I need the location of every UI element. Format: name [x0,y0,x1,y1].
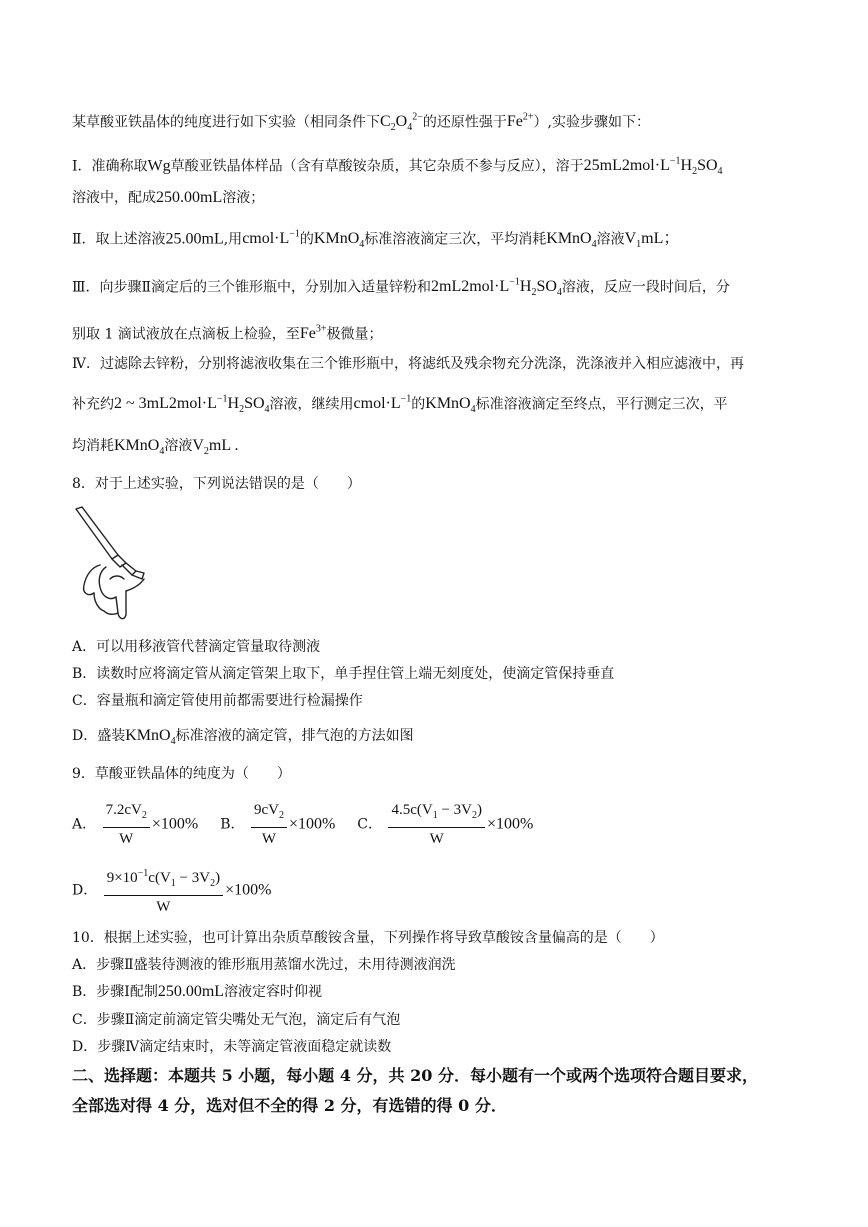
q8-option-c: C．容量瓶和滴定管使用前都需要进行检漏操作 [72,693,363,709]
oxalate-formula: $C_2O_4^{2-}$ [380,112,423,134]
q10-option-b: B．步骤Ⅰ配制250.00mL溶液定容时仰视 [72,983,323,1000]
q9-option-c: C． $\frac{4.5c(V_1 - 3V_2)}{W}$ ×100% [357,801,534,847]
step1-line2: 溶液中，配成250.00mL溶液； [72,189,265,206]
step3-line2: 别取 1 滴试液放在点滴板上检验，至$Fe^{3+}$极微量； [72,324,383,343]
intro-text-3: ）,实验步骤如下： [533,114,650,131]
q9-options-row1 [72,800,533,848]
section2-heading-line2: 全部选对得 4 分，选对但不全的得 2 分，有选错的得 0 分． [72,1096,507,1115]
intro-line [72,108,650,139]
intro-text: 某草酸亚铁晶体的纯度进行如下实验（相同条件下 [72,114,380,131]
step4-line1: Ⅳ．过滤除去锌粉，分别将滤液收集在三个锥形瓶中，将滤纸及残余物充分洗涤，洗涤液并入相应滤液中，再 [72,356,744,372]
q9-stem: 9．草酸亚铁晶体的纯度为（ ） [72,766,291,782]
q10-option-a: A．步骤Ⅱ盛装待测液的锥形瓶用蒸馏水洗过，未用待测液润洗 [72,957,456,973]
q9-option-a: A． $\frac{7.2cV_2}{W}$ ×100% [72,801,199,847]
step2-line: Ⅱ．取上述溶液25.00mL,用$cmol\cdot L^{-1}$的KMnO$_4$标准溶液滴定三次，平均消耗KMnO$_4$溶液$V_1mL$； [72,229,680,251]
step1-line1: Ⅰ．准确称取Wg草酸亚铁晶体样品（含有草酸铵杂质，其它杂质不参与反应），溶于$25mL2mol\cdot L^{-1}H_2SO_4$ [72,156,723,178]
q10-option-d: D．步骤Ⅳ滴定结束时，未等滴定管液面稳定就读数 [72,1039,392,1055]
intro-text-2: 的还原性强于 [422,114,507,131]
q9-option-b: B． $\frac{9cV_2}{W}$ ×100% [220,801,336,847]
fe2-formula: $Fe^{2+}$ [506,112,534,131]
q9-option-d: D． $\frac{9\times 10^{-1}c(V_1 - 3V_2)}{W}$ ×100% [72,864,271,917]
q9-options-row2 [72,866,271,914]
q10-stem: 10．根据上述实验，也可计算出杂质草酸铵含量，下列操作将导致草酸铵含量偏高的是（ ） [72,930,664,946]
q10-option-c: C．步骤Ⅱ滴定前滴定管尖嘴处无气泡，滴定后有气泡 [72,1012,401,1028]
step4-line3: 均消耗KMnO$_4$溶液$V_2mL$ . [72,437,239,458]
q8-option-d: D．盛装KMnO$_4$标准溶液的滴定管，排气泡的方法如图 [72,727,414,748]
step4-line2: 补充约2 ~ $3mL2mol\cdot L^{-1}H_2SO_4$溶液，继续用$cmol\cdot L^{-1}$的KMnO$_4$标准溶液滴定至终点，平行测定三次，平 [72,394,728,416]
section2-heading-line1: 二、选择题：本题共 5 小题，每小题 4 分，共 20 分．每小题有一个或两个选项符合题目要求， [72,1066,758,1085]
step3-line1: Ⅲ．向步骤Ⅱ滴定后的三个锥形瓶中，分别加入适量锌粉和$2mL2mol\cdot L^{-1}H_2SO_4$溶液，反应一段时间后，分 [72,277,730,299]
q8-option-b: B．读数时应将滴定管从滴定管架上取下，单手捏住管上端无刻度处，使滴定管保持垂直 [72,666,615,682]
burette-hand-illustration [70,505,180,625]
q8-stem: 8．对于上述实验，下列说法错误的是（ ） [72,476,361,492]
q8-option-a: A．可以用移液管代替滴定管量取待测液 [72,639,321,655]
